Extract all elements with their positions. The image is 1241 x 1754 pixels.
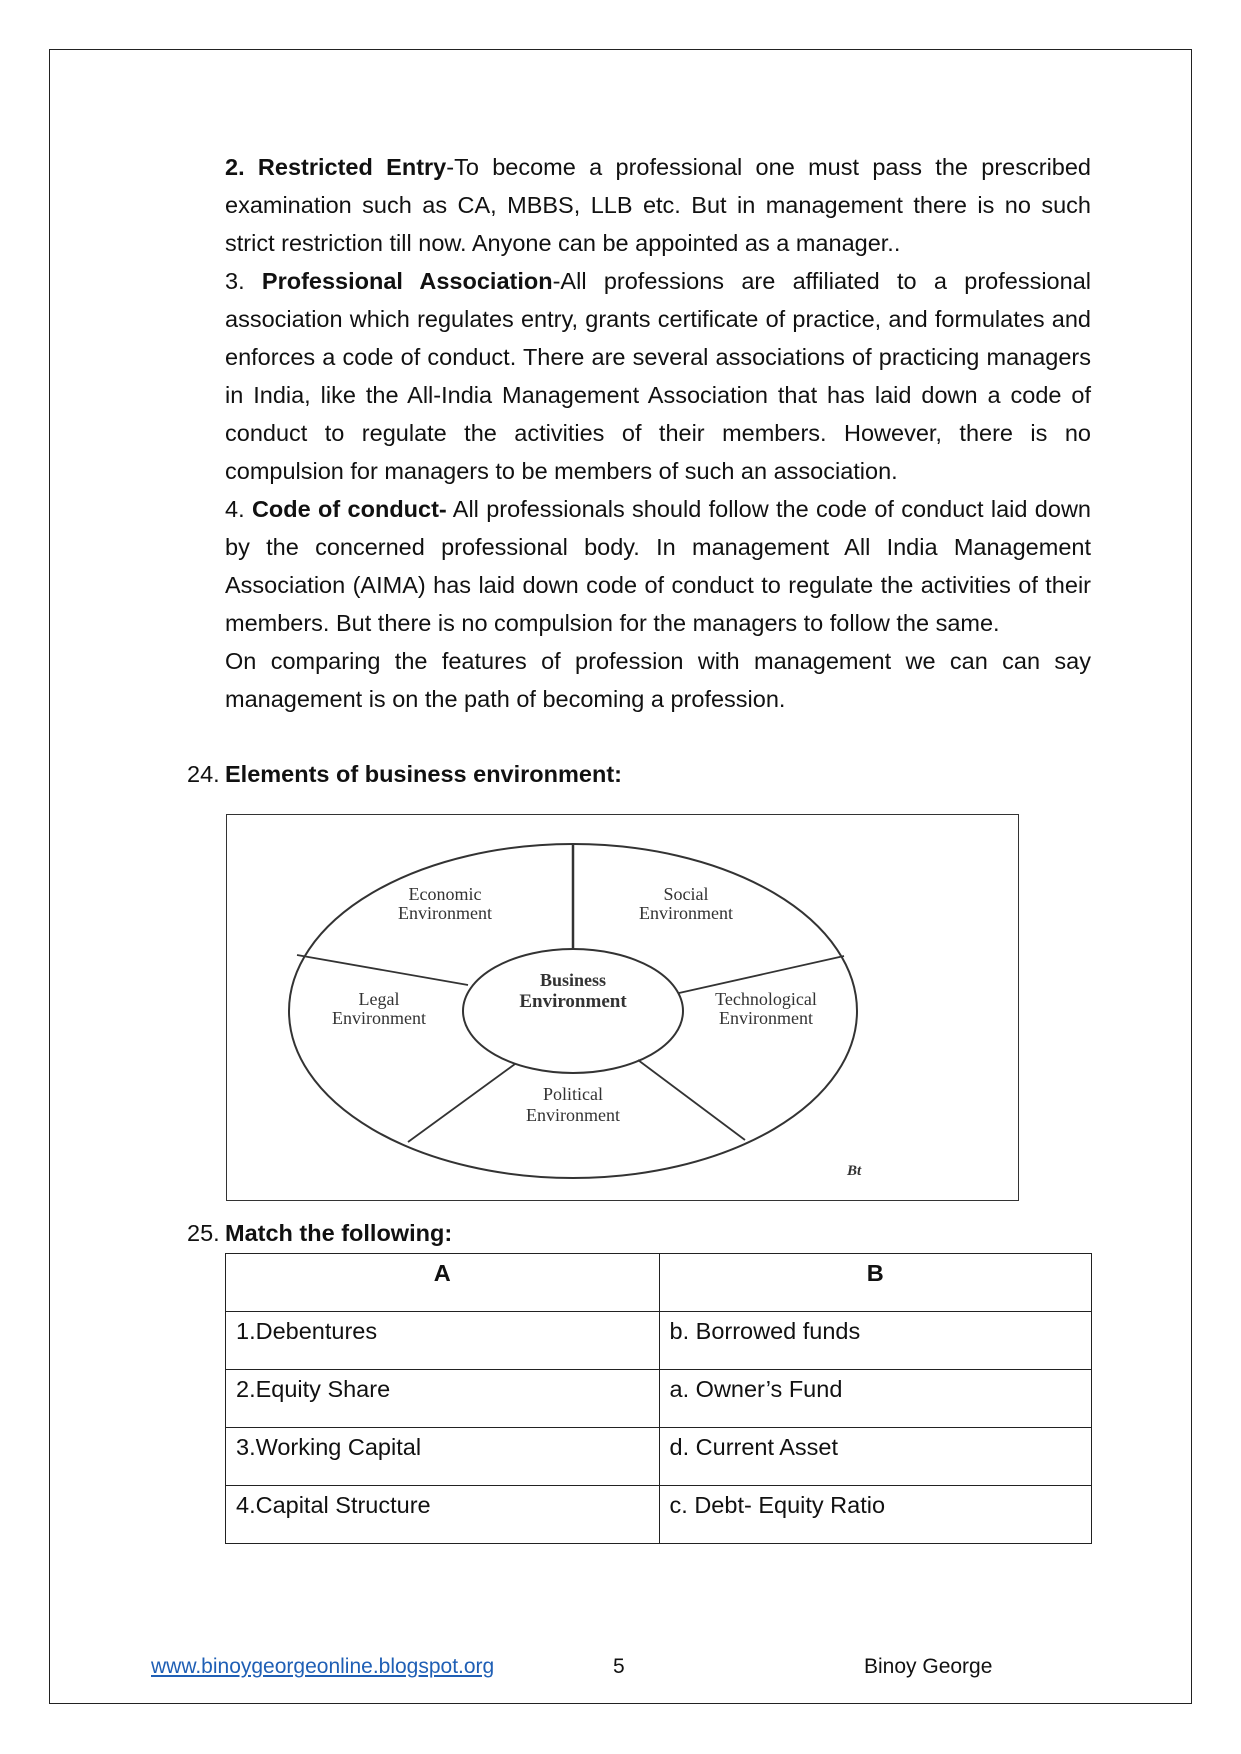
economic-label: Economic: [408, 884, 482, 904]
legal-label: Environment: [332, 1008, 426, 1028]
economic-label: Environment: [398, 903, 492, 923]
point-code-of-conduct: [225, 490, 1091, 642]
table-row: [226, 1370, 1092, 1428]
column-header-b: B: [659, 1254, 1091, 1312]
question-25-heading: [187, 1214, 453, 1252]
question-title: Match the following:: [225, 1220, 453, 1246]
table-row: [226, 1312, 1092, 1370]
table-header-row: [226, 1254, 1092, 1312]
cell-b: b. Borrowed funds: [659, 1312, 1091, 1370]
question-number: 24.: [187, 761, 220, 787]
political-label: Political: [543, 1084, 603, 1104]
table-row: [226, 1486, 1092, 1544]
footer-website-link[interactable]: www.binoygeorgeonline.blogspot.org: [151, 1655, 495, 1678]
cell-a: 4.Capital Structure: [226, 1486, 660, 1544]
divider-line: [638, 1060, 745, 1140]
diagram-svg: [227, 815, 1020, 1202]
cell-a: 1.Debentures: [226, 1312, 660, 1370]
question-title: Elements of business environment:: [225, 761, 622, 787]
point-label: 2. Restricted Entry: [225, 154, 447, 180]
table-row: [226, 1428, 1092, 1486]
cell-a: 2.Equity Share: [226, 1370, 660, 1428]
corner-mark: Bt: [847, 1163, 862, 1179]
conclusion-text: On comparing the features of profession with management we can can say management is on the path of becoming a profession.: [225, 648, 1091, 712]
technological-label: Technological: [715, 989, 817, 1009]
point-text: -To become a professional one must pass the prescribed examination such as CA, MBBS, LLB etc. But in management there is no such strict restriction till now. Anyone can be appointed as a manager..: [225, 154, 1092, 256]
divider-line: [408, 1064, 515, 1142]
social-label: Social: [663, 884, 709, 904]
social-label: Environment: [639, 903, 733, 923]
cell-b: c. Debt- Equity Ratio: [659, 1486, 1091, 1544]
point-text: -All professions are affiliated to a professional association which regulates entry, grants certificate of practice, and formulates and enforces a code of conduct. There are several associations of practicing managers in India, like the All-India Management Association that has laid down a code of conduct to regulate the activities of their members. However, there is no compulsion for managers to be members of such an association.: [225, 268, 1091, 484]
center-label: Environment: [519, 991, 627, 1012]
footer-author: Binoy George: [864, 1655, 993, 1678]
point-professional-association: [225, 262, 1091, 490]
point-text: All professionals should follow the code of conduct laid down by the concerned professional body. In management All India Management Association (AIMA) has laid down code of conduct to regulate the activities of their members. But there is no compulsion for the managers to follow the same.: [225, 496, 1091, 636]
main-content: [225, 148, 1091, 718]
cell-b: a. Owner’s Fund: [659, 1370, 1091, 1428]
column-header-a: A: [226, 1254, 660, 1312]
cell-b: d. Current Asset: [659, 1428, 1091, 1486]
divider-line: [679, 956, 844, 993]
question-24-heading: [187, 755, 622, 793]
point-prefix: 4.: [225, 496, 252, 522]
point-restricted-entry: [225, 148, 1091, 262]
business-environment-diagram: [226, 814, 1019, 1201]
cell-a: 3.Working Capital: [226, 1428, 660, 1486]
point-prefix: 3.: [225, 268, 262, 294]
political-label: Environment: [526, 1105, 620, 1125]
technological-label: Environment: [719, 1008, 813, 1028]
point-label: Professional Association: [261, 268, 553, 294]
legal-label: Legal: [358, 989, 400, 1009]
point-label: Code of conduct-: [251, 496, 447, 522]
center-label: Business: [539, 970, 607, 990]
match-table: [225, 1253, 1092, 1544]
divider-line: [297, 955, 468, 985]
page-number: 5: [613, 1655, 625, 1678]
question-number: 25.: [187, 1220, 220, 1246]
